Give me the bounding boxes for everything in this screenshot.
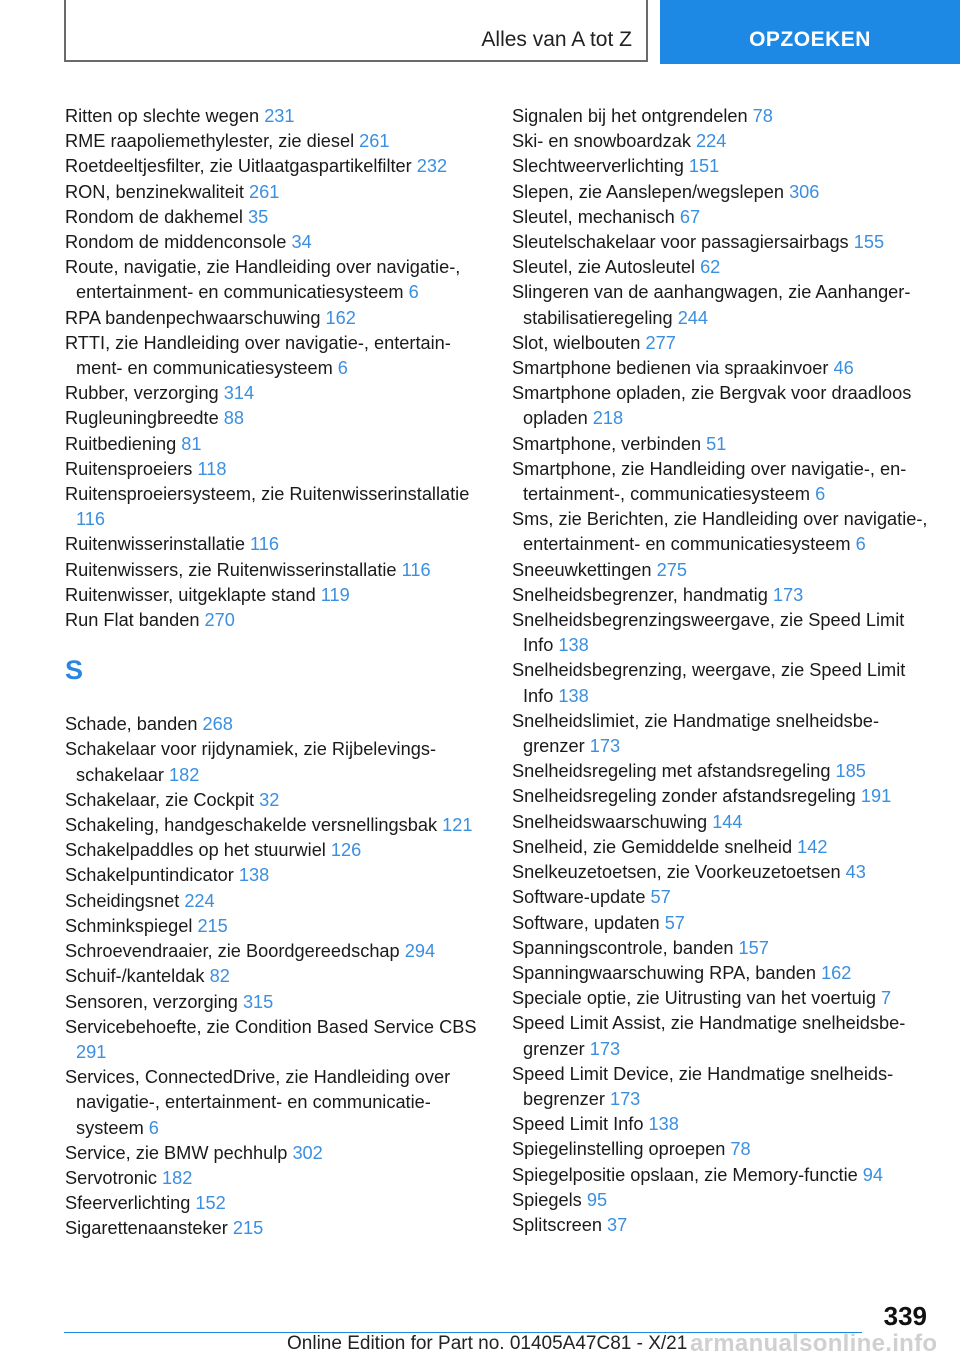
index-entry [512, 936, 932, 961]
index-entry [512, 1062, 932, 1112]
page-link[interactable]: 261 [248, 181, 280, 202]
index-entry [65, 813, 485, 838]
index-entry-text: Schuif-/kanteldak [65, 966, 210, 987]
index-entry [65, 180, 485, 205]
index-column-right [512, 104, 932, 1238]
page-link[interactable]: 94 [862, 1164, 884, 1185]
index-entry [65, 583, 485, 608]
page-link[interactable]: 152 [195, 1193, 226, 1214]
page-link[interactable]: 138 [558, 685, 589, 706]
index-entry [65, 381, 485, 406]
index-entry-text: Slingeren van de aanhangwagen, zie Aanhangerstabilisatieregeling [512, 282, 911, 328]
index-entry [65, 1166, 485, 1191]
page-link[interactable]: 277 [645, 332, 676, 353]
index-entry [65, 154, 485, 179]
page-link[interactable]: 6 [408, 282, 419, 303]
index-entry-text: Speed Limit Info [512, 1114, 649, 1135]
index-entry [512, 1188, 932, 1213]
index-entry-text: Snelheid, zie Gemiddelde snelheid [512, 836, 798, 857]
index-entry-text: Ruitenwissers, zie Ruitenwisserinstallatie [65, 559, 402, 580]
index-entry [65, 331, 485, 381]
page-link[interactable]: 78 [730, 1139, 751, 1160]
index-entry [65, 1191, 485, 1216]
index-entry [65, 863, 485, 888]
index-entry [65, 104, 485, 129]
page-link[interactable]: 67 [679, 206, 701, 227]
index-entry-text: Spiegelpositie opslaan, zie Memory-functie [512, 1164, 863, 1185]
index-entry [512, 180, 932, 205]
index-entry [512, 129, 932, 154]
page-link[interactable]: 81 [181, 433, 202, 454]
index-entry-text: Spanningwaarschuwing RPA, banden [512, 962, 822, 983]
index-entry-text: Snelheidslimiet, zie Handmatige snelheidsbegrenzer [512, 710, 879, 757]
index-entry [65, 608, 485, 633]
page-link[interactable]: 6 [815, 484, 826, 505]
page-link[interactable]: 34 [291, 232, 312, 253]
index-entry-text: Snelkeuzetoetsen, zie Voorkeuzetoetsen [512, 862, 846, 883]
index-entry [512, 608, 932, 658]
index-entry-text: Slepen, zie Aanslepen/wegslepen [512, 181, 790, 202]
index-entry-text: Snelheidsregeling met afstandsregeling [512, 761, 836, 782]
index-entry [512, 835, 932, 860]
index-entry [65, 129, 485, 154]
index-entry-text: Services, ConnectedDrive, zie Handleiding over navigatie-, entertainment- en communicatiesysteem [65, 1067, 451, 1138]
page-link[interactable]: 151 [688, 156, 720, 177]
index-entry-text: Speed Limit Assist, zie Handmatige snelheidsbegrenzer [512, 1013, 906, 1059]
page-link[interactable]: 138 [238, 865, 270, 886]
page-link[interactable]: 275 [656, 559, 687, 580]
index-entry-text: Servicebehoefte, zie Condition Based Service CBS [65, 1016, 477, 1037]
index-entry [65, 838, 485, 863]
index-entry-text: Schakelpaddles op het stuurwiel [65, 840, 331, 861]
index-entry [512, 885, 932, 910]
page-link[interactable]: 138 [648, 1114, 679, 1135]
index-entry-text: Sneeuwkettingen [512, 559, 657, 580]
index-entry-text: Ruitensproeiersysteem, zie Ruitenwisserinstallatie [65, 484, 470, 505]
index-entry [65, 964, 485, 989]
page-link[interactable]: 119 [320, 584, 350, 605]
index-entry-text: Spiegelinstelling oproepen [512, 1139, 731, 1160]
page-link[interactable]: 116 [76, 509, 105, 530]
index-entry [512, 709, 932, 759]
page-link[interactable]: 7 [881, 988, 892, 1009]
index-entry-text: Speciale optie, zie Uitrusting van het voertuig [512, 988, 882, 1009]
page-link[interactable]: 43 [845, 862, 866, 883]
index-entry-text: Rondom de dakhemel [65, 206, 248, 227]
index-entry-text: Schminkspiegel [65, 915, 198, 936]
index-entry [65, 889, 485, 914]
edition-text: Online Edition for Part no. 01405A47C81 - X/21 [287, 1333, 688, 1354]
index-entry [65, 1065, 485, 1141]
index-entry [512, 986, 932, 1011]
index-entry-text: Route, navigatie, zie Handleiding over navigatie-, entertainment- en communicatiesysteem [65, 257, 461, 303]
page-link[interactable]: 268 [202, 714, 233, 735]
index-entry-text: Servotronic [65, 1167, 163, 1188]
page-link[interactable]: 57 [650, 887, 671, 908]
index-entry-text: Slechtweerverlichting [512, 156, 689, 177]
page-link[interactable]: 57 [664, 912, 685, 933]
index-entry-text: Ruitensproeiers [65, 458, 198, 479]
index-entry [512, 205, 932, 230]
page-link[interactable]: 215 [197, 915, 228, 936]
index-entry-text: Rubber, verzorging [65, 383, 224, 404]
page-link[interactable]: 157 [738, 937, 769, 958]
index-entry [65, 1141, 485, 1166]
page-link[interactable]: 215 [232, 1218, 264, 1239]
page-link[interactable]: 224 [184, 890, 215, 911]
index-entry-text: Service, zie BMW pechhulp [65, 1142, 293, 1163]
page-link[interactable]: 173 [609, 1088, 641, 1109]
index-entry-text: RPA bandenpechwaarschuwing [65, 307, 326, 328]
index-entry [512, 280, 932, 330]
index-entry-text: Smartphone, zie Handleiding over navigatie-, entertainment-, communicatiesysteem [512, 458, 907, 505]
page-link[interactable]: 182 [162, 1167, 193, 1188]
page-number: 339 [883, 1301, 927, 1331]
page-link[interactable]: 78 [752, 106, 773, 126]
page-link[interactable]: 218 [592, 408, 624, 429]
section-letter-s: S [65, 655, 84, 686]
index-entry [512, 154, 932, 179]
page-link[interactable]: 6 [148, 1117, 159, 1138]
index-entry-text: Spiegels [512, 1189, 587, 1210]
page-link[interactable]: 116 [401, 559, 431, 580]
page-link[interactable]: 173 [772, 584, 804, 605]
index-entry-text: Ruitenwisser, uitgeklapte stand [65, 584, 321, 605]
index-entry [512, 104, 932, 129]
index-entry-text: Smartphone opladen, zie Bergvak voor draadloos opladen [512, 383, 912, 429]
index-entry-text: Sleutelschakelaar voor passagiersairbags [512, 232, 854, 253]
top-navigation [0, 0, 960, 66]
page-link[interactable]: 82 [209, 966, 230, 987]
index-entry-text: Spanningscontrole, banden [512, 937, 739, 958]
index-entry [512, 1163, 932, 1188]
page-link[interactable]: 173 [589, 1038, 621, 1059]
index-entry [512, 911, 932, 936]
page-link[interactable]: 185 [835, 761, 866, 782]
index-entry-text: Schade, banden [65, 714, 203, 735]
index-entry-text: Snelheidsbegrenzer, handmatig [512, 584, 773, 605]
index-entry [65, 1015, 485, 1065]
index-entry-text: RME raapoliemethylester, zie diesel [65, 131, 360, 152]
index-group-s [65, 712, 485, 1241]
index-entry-text: Smartphone bedienen via spraakinvoer [512, 358, 834, 379]
index-entry-text: Sfeerverlichting [65, 1193, 196, 1214]
page-link[interactable]: 315 [242, 991, 274, 1012]
index-entry-text: Sensoren, verzorging [65, 991, 243, 1012]
index-entry [65, 205, 485, 230]
index-entry-text: Speed Limit Device, zie Handmatige snelheidsbegrenzer [512, 1063, 894, 1109]
page-link[interactable]: 6 [855, 534, 866, 555]
index-entry [512, 255, 932, 280]
index-entry-text: Schakeling, handgeschakelde versnellingsbak [65, 815, 443, 836]
index-entry [65, 255, 485, 305]
index-entry-text: Software, updaten [512, 912, 665, 933]
page-link[interactable]: 121 [442, 815, 473, 836]
index-entry-text: Splitscreen [512, 1214, 608, 1235]
index-entry [512, 457, 932, 507]
tab-search-label: OPZOEKEN [749, 28, 871, 51]
page-link[interactable]: 162 [325, 307, 356, 328]
page-link[interactable]: 155 [853, 232, 885, 253]
index-entry [512, 381, 932, 431]
index-entry-text: Schakelaar, zie Cockpit [65, 789, 260, 810]
page-link[interactable]: 173 [589, 736, 621, 757]
index-entry [512, 759, 932, 784]
watermark: armanualsonline.info [690, 1330, 938, 1357]
page-link[interactable]: 182 [169, 764, 200, 785]
index-entry [65, 406, 485, 431]
index-entry [512, 1011, 932, 1061]
page-link[interactable]: 270 [204, 610, 235, 631]
index-entry [65, 914, 485, 939]
index-entry-text: RTTI, zie Handleiding over navigatie-, entertainment- en communicatiesysteem [65, 332, 451, 379]
index-entry [65, 788, 485, 813]
index-entry [65, 230, 485, 255]
index-entry [512, 432, 932, 457]
page-link[interactable]: 232 [416, 156, 448, 177]
index-entry [512, 658, 932, 708]
index-entry [65, 306, 485, 331]
index-entry [512, 1213, 932, 1238]
index-entry [65, 737, 485, 787]
index-entry-text: Sms, zie Berichten, zie Handleiding over navigatie-, entertainment- en communicatiesysteem [512, 509, 928, 555]
index-entry [65, 939, 485, 964]
index-entry-text: Slot, wielbouten [512, 332, 646, 353]
index-entry-text: Ruitenwisserinstallatie [65, 534, 250, 555]
index-group-s-continued [512, 104, 932, 1238]
index-entry [512, 860, 932, 885]
page-link[interactable]: 291 [76, 1041, 107, 1062]
index-entry [512, 558, 932, 583]
index-entry-text: Scheidingsnet [65, 890, 185, 911]
tab-opzoeken[interactable] [660, 0, 960, 64]
index-entry [512, 784, 932, 809]
page-link[interactable]: 191 [860, 786, 892, 807]
index-group-r [65, 104, 485, 633]
index-entry-text: Rugleuningbreedte [65, 408, 224, 429]
index-entry-text: Snelheidswaarschuwing [512, 811, 713, 832]
index-entry-text: Sleutel, zie Autosleutel [512, 257, 701, 278]
index-entry-text: RON, benzinekwaliteit [65, 181, 249, 202]
index-entry [65, 990, 485, 1015]
page-link[interactable]: 138 [558, 635, 589, 656]
index-entry [65, 482, 485, 532]
index-entry-text: Ski- en snowboardzak [512, 131, 696, 152]
page-link[interactable]: 95 [586, 1189, 608, 1210]
page-link[interactable]: 35 [248, 206, 269, 227]
index-entry-text: Snelheidsbegrenzingsweergave, zie Speed Limit Info [512, 610, 905, 656]
index-entry [512, 230, 932, 255]
index-entry-text: Rondom de middenconsole [65, 232, 292, 253]
index-entry [65, 457, 485, 482]
page-link[interactable]: 294 [404, 941, 436, 962]
index-entry-text: Sigarettenaansteker [65, 1218, 233, 1239]
page-link[interactable]: 32 [259, 789, 280, 810]
index-entry [512, 356, 932, 381]
index-entry [512, 810, 932, 835]
index-entry [65, 712, 485, 737]
index-entry-text: Snelheidsregeling zonder afstandsregeling [512, 786, 861, 807]
index-entry-text: Signalen bij het ontgrendelen [512, 106, 753, 126]
page-link[interactable]: 126 [330, 840, 362, 861]
index-entry-text: Schakelaar voor rijdynamiek, zie Rijbelevingsschakelaar [65, 739, 436, 785]
page-link[interactable]: 144 [712, 811, 743, 832]
index-entry [512, 1112, 932, 1137]
index-entry [65, 432, 485, 457]
index-entry [512, 1137, 932, 1162]
tab-alles-van-a-tot-z[interactable] [64, 0, 648, 62]
page-link[interactable]: 302 [292, 1142, 323, 1163]
index-entry-text: Schakelpuntindicator [65, 865, 239, 886]
page-link[interactable]: 88 [223, 408, 244, 429]
page-link[interactable]: 231 [264, 106, 295, 126]
index-entry [512, 507, 932, 557]
tab-az-label: Alles van A tot Z [481, 28, 632, 51]
index-entry-text: Snelheidsbegrenzing, weergave, zie Speed Limit Info [512, 660, 906, 706]
page-link[interactable]: 224 [696, 131, 727, 152]
page-link[interactable]: 62 [700, 257, 721, 278]
index-entry [512, 583, 932, 608]
index-entry-text: Ruitbediening [65, 433, 182, 454]
page-link[interactable]: 118 [197, 458, 227, 479]
index-entry-text: Smartphone, verbinden [512, 433, 707, 454]
index-entry-text: Software-update [512, 887, 651, 908]
page-link[interactable]: 6 [337, 358, 348, 379]
index-entry-text: Sleutel, mechanisch [512, 206, 680, 227]
page-link[interactable]: 306 [789, 181, 820, 202]
page-link[interactable]: 261 [359, 131, 390, 152]
index-entry [65, 558, 485, 583]
index-entry-text: Ritten op slechte wegen [65, 106, 265, 126]
page-link[interactable]: 46 [833, 358, 854, 379]
index-entry-text: Run Flat banden [65, 610, 205, 631]
index-entry [512, 331, 932, 356]
page-link[interactable]: 244 [677, 307, 709, 328]
index-entry [65, 1216, 485, 1241]
index-entry-text: Schroevendraaier, zie Boordgereedschap [65, 941, 405, 962]
page-link[interactable]: 116 [249, 534, 279, 555]
page-link[interactable]: 162 [821, 962, 852, 983]
page-link[interactable]: 314 [223, 383, 255, 404]
index-entry [512, 961, 932, 986]
index-entry-text: Roetdeeltjesfilter, zie Uitlaatgaspartikelfilter [65, 156, 417, 177]
page-link[interactable]: 37 [607, 1214, 628, 1235]
page-link[interactable]: 142 [797, 836, 828, 857]
index-column-left [65, 104, 485, 1242]
index-entry [65, 532, 485, 557]
page-link[interactable]: 51 [706, 433, 727, 454]
